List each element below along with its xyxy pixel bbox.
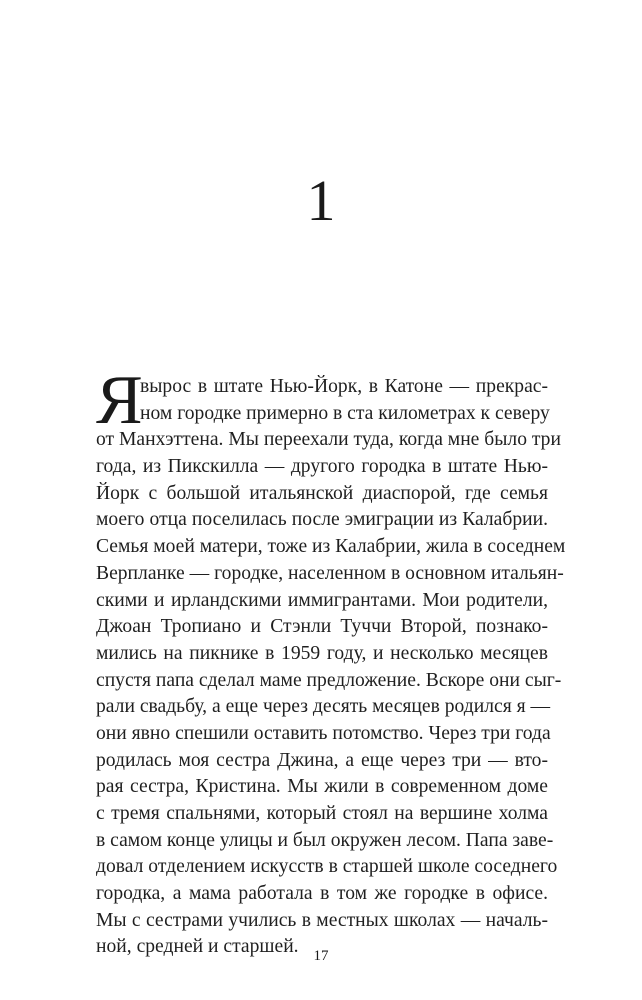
text-line: Верпланке — городке, населенном в основном итальян- [96, 562, 564, 584]
text-line: вырос в штате Нью-Йорк, в Катоне — прекрас- [140, 376, 548, 397]
text-line: Джоан Тропиано и Стэнли Туччи Второй, познако- [96, 616, 548, 638]
text-line: рая сестра, Кристина. Мы жили в современном доме [96, 776, 548, 798]
text-line: в самом конце улицы и был окружен лесом. Папа заве- [96, 829, 554, 851]
text-line: Мы с сестрами учились в местных школах — началь- [96, 909, 548, 931]
text-line: моего отца поселилась после эмиграции из Калабрии. [96, 509, 548, 531]
text-line: Йорк с большой итальянской диаспорой, где семья [96, 482, 548, 504]
text-line: с тремя спальнями, который стоял на вершине холма [96, 803, 548, 824]
text-line: скими и ирландскими иммигрантами. Мои родители, [96, 589, 548, 611]
text-line: мились на пикнике в 1959 году, и несколько месяцев [96, 642, 548, 664]
drop-cap: Я [96, 362, 143, 439]
chapter-number: 1 [306, 168, 336, 233]
text-line: родилась моя сестра Джина, а еще через три — вто- [96, 749, 548, 771]
text-line: городка, а мама работала в том же городке в офисе. [96, 883, 548, 905]
text-line: спустя папа сделал маме предложение. Вскоре они сыг- [96, 669, 562, 691]
text-line: Семья моей матери, тоже из Калабрии, жила в соседнем [96, 536, 566, 558]
text-line: ном городке примерно в ста километрах к северу [140, 402, 550, 424]
text-line: ной, средней и старшей. [96, 936, 299, 958]
text-line: от Манхэттена. Мы переехали туда, когда мне было три [96, 429, 561, 451]
page-number: 17 [313, 948, 329, 964]
text-line: довал отделением искусств в старшей школе соседнего [96, 856, 558, 878]
body-paragraph [96, 374, 566, 961]
text-line: года, из Пикскилла — другого городка в штате Нью- [96, 456, 548, 478]
text-line: рали свадьбу, а еще через десять месяцев родился я — [96, 696, 551, 718]
text-line: они явно спешили оставить потомство. Через три года [96, 722, 551, 744]
